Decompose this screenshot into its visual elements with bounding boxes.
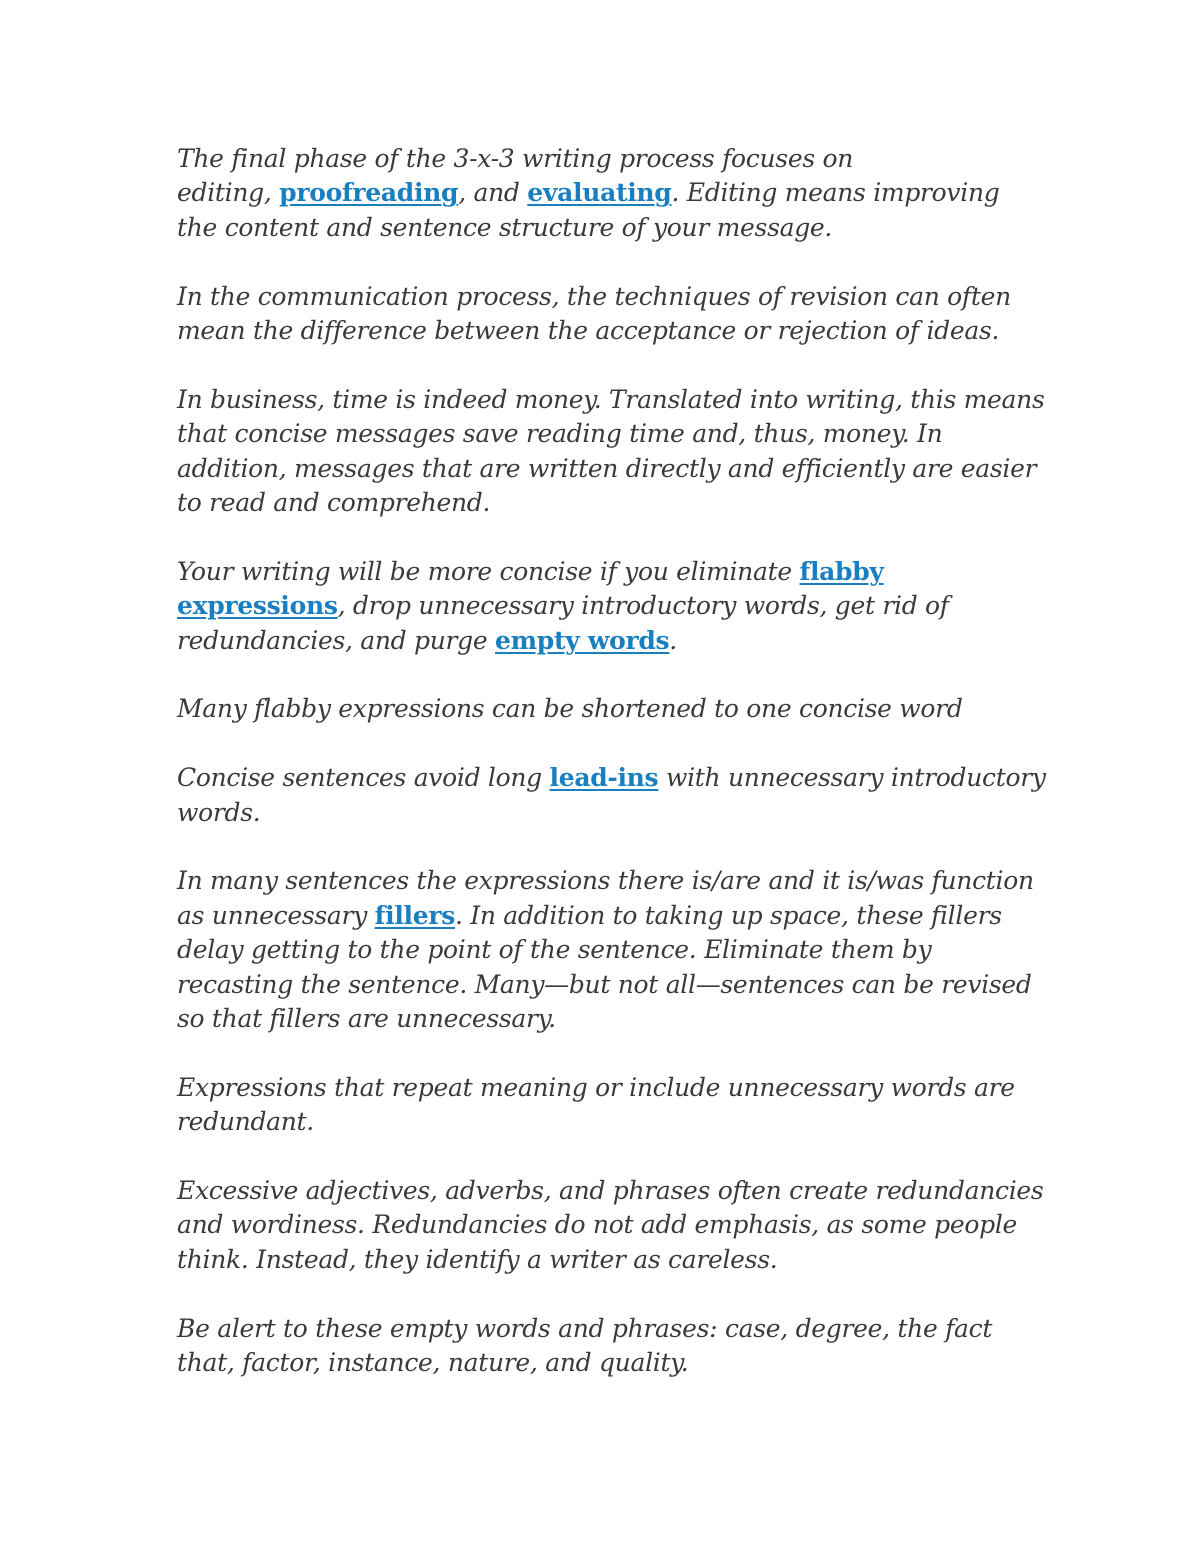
body-text: think. Instead, they identify a writer as careless. [177, 1244, 778, 1274]
text-line [177, 692, 1037, 726]
glossary-link[interactable]: evaluating [527, 178, 672, 208]
glossary-link[interactable]: expressions [177, 591, 338, 621]
text-line [177, 624, 1037, 658]
text-line [177, 899, 1037, 933]
body-text: Your writing will be more concise if you eliminate [177, 556, 800, 586]
body-text: to read and comprehend. [177, 488, 491, 518]
body-text: . Editing means improving [671, 178, 1000, 208]
glossary-link[interactable]: empty words [495, 625, 670, 655]
paragraph [177, 864, 1037, 1036]
text-line [177, 176, 1037, 210]
body-text: The final phase of the 3-x-3 writing process focuses on [177, 144, 854, 173]
glossary-link[interactable]: flabby [799, 556, 884, 586]
body-text: Excessive adjectives, adverbs, and phrases often create redundancies [177, 1176, 1044, 1206]
text-line [177, 1243, 1037, 1277]
paragraph [177, 1312, 1037, 1381]
body-text: . In addition to taking up space, these fillers [454, 900, 1002, 930]
paragraph [177, 1071, 1037, 1140]
text-line [177, 486, 1037, 520]
body-text: addition, messages that are written directly and efficiently are easier [177, 453, 1037, 483]
glossary-link[interactable]: fillers [374, 900, 455, 930]
text-line [177, 761, 1046, 795]
body-text: editing, [177, 178, 280, 208]
text-line [177, 383, 1045, 417]
text-line [177, 1071, 1037, 1105]
body-text: mean the difference between the acceptance or rejection of ideas. [177, 316, 1000, 346]
text-line [177, 864, 1037, 898]
body-text: , and [458, 178, 528, 208]
text-line [177, 452, 1037, 486]
body-text: so that fillers are unnecessary. [177, 1004, 556, 1034]
body-text: redundant. [177, 1107, 314, 1137]
body-text: Many flabby expressions can be shortened to one concise word [177, 694, 963, 724]
glossary-link[interactable]: lead-ins [549, 763, 659, 793]
text-line [177, 796, 1037, 830]
paragraph [177, 383, 1045, 521]
body-text: and wordiness. Redundancies do not add emphasis, as some people [177, 1210, 1018, 1240]
text-line [177, 1002, 1037, 1036]
text-line [177, 1105, 1037, 1139]
body-text: the content and sentence structure of your message. [177, 212, 833, 242]
text-line [177, 280, 1037, 314]
text-line [177, 555, 1037, 589]
body-text: recasting the sentence. Many—but not all—sentences can be revised [177, 969, 1032, 999]
body-text: Concise sentences avoid long [177, 763, 550, 793]
text-line [177, 1208, 1037, 1242]
paragraph [177, 555, 1037, 658]
body-text: words. [177, 797, 261, 827]
text-line [177, 211, 1037, 245]
body-text: Be alert to these empty words and phrases: case, degree, the fact [177, 1313, 993, 1343]
paragraph [177, 1174, 1044, 1277]
text-line [177, 314, 1037, 348]
body-text: In business, time is indeed money. Translated into writing, this means [177, 384, 1045, 414]
body-text: with unnecessary introductory [658, 763, 1046, 793]
paragraph [177, 692, 1037, 726]
text-line [177, 1174, 1044, 1208]
text-line [177, 417, 1037, 451]
body-text: . [669, 625, 677, 655]
text-line [177, 589, 1037, 623]
body-text: Expressions that repeat meaning or include unnecessary words are [177, 1072, 1015, 1102]
paragraph [177, 761, 1046, 830]
body-text: that, factor, instance, nature, and quality. [177, 1348, 689, 1378]
text-line [177, 968, 1037, 1002]
paragraph [177, 142, 1037, 245]
body-text: In the communication process, the techniques of revision can often [177, 281, 1011, 311]
text-line [177, 1346, 1037, 1380]
body-text: In many sentences the expressions there is/are and it is/was function [177, 866, 1034, 896]
body-text: that concise messages save reading time and, thus, money. In [177, 419, 943, 449]
text-line [177, 142, 1037, 176]
text-line [177, 933, 1037, 967]
body-text: redundancies, and purge [177, 625, 496, 655]
paragraph [177, 280, 1037, 349]
body-text: as unnecessary [177, 900, 375, 930]
glossary-link[interactable]: proofreading [279, 178, 459, 208]
text-line [177, 1312, 1037, 1346]
body-text: , drop unnecessary introductory words, get rid of [337, 591, 949, 621]
document-body [177, 142, 1046, 1415]
body-text: delay getting to the point of the sentence. Eliminate them by [177, 935, 932, 965]
